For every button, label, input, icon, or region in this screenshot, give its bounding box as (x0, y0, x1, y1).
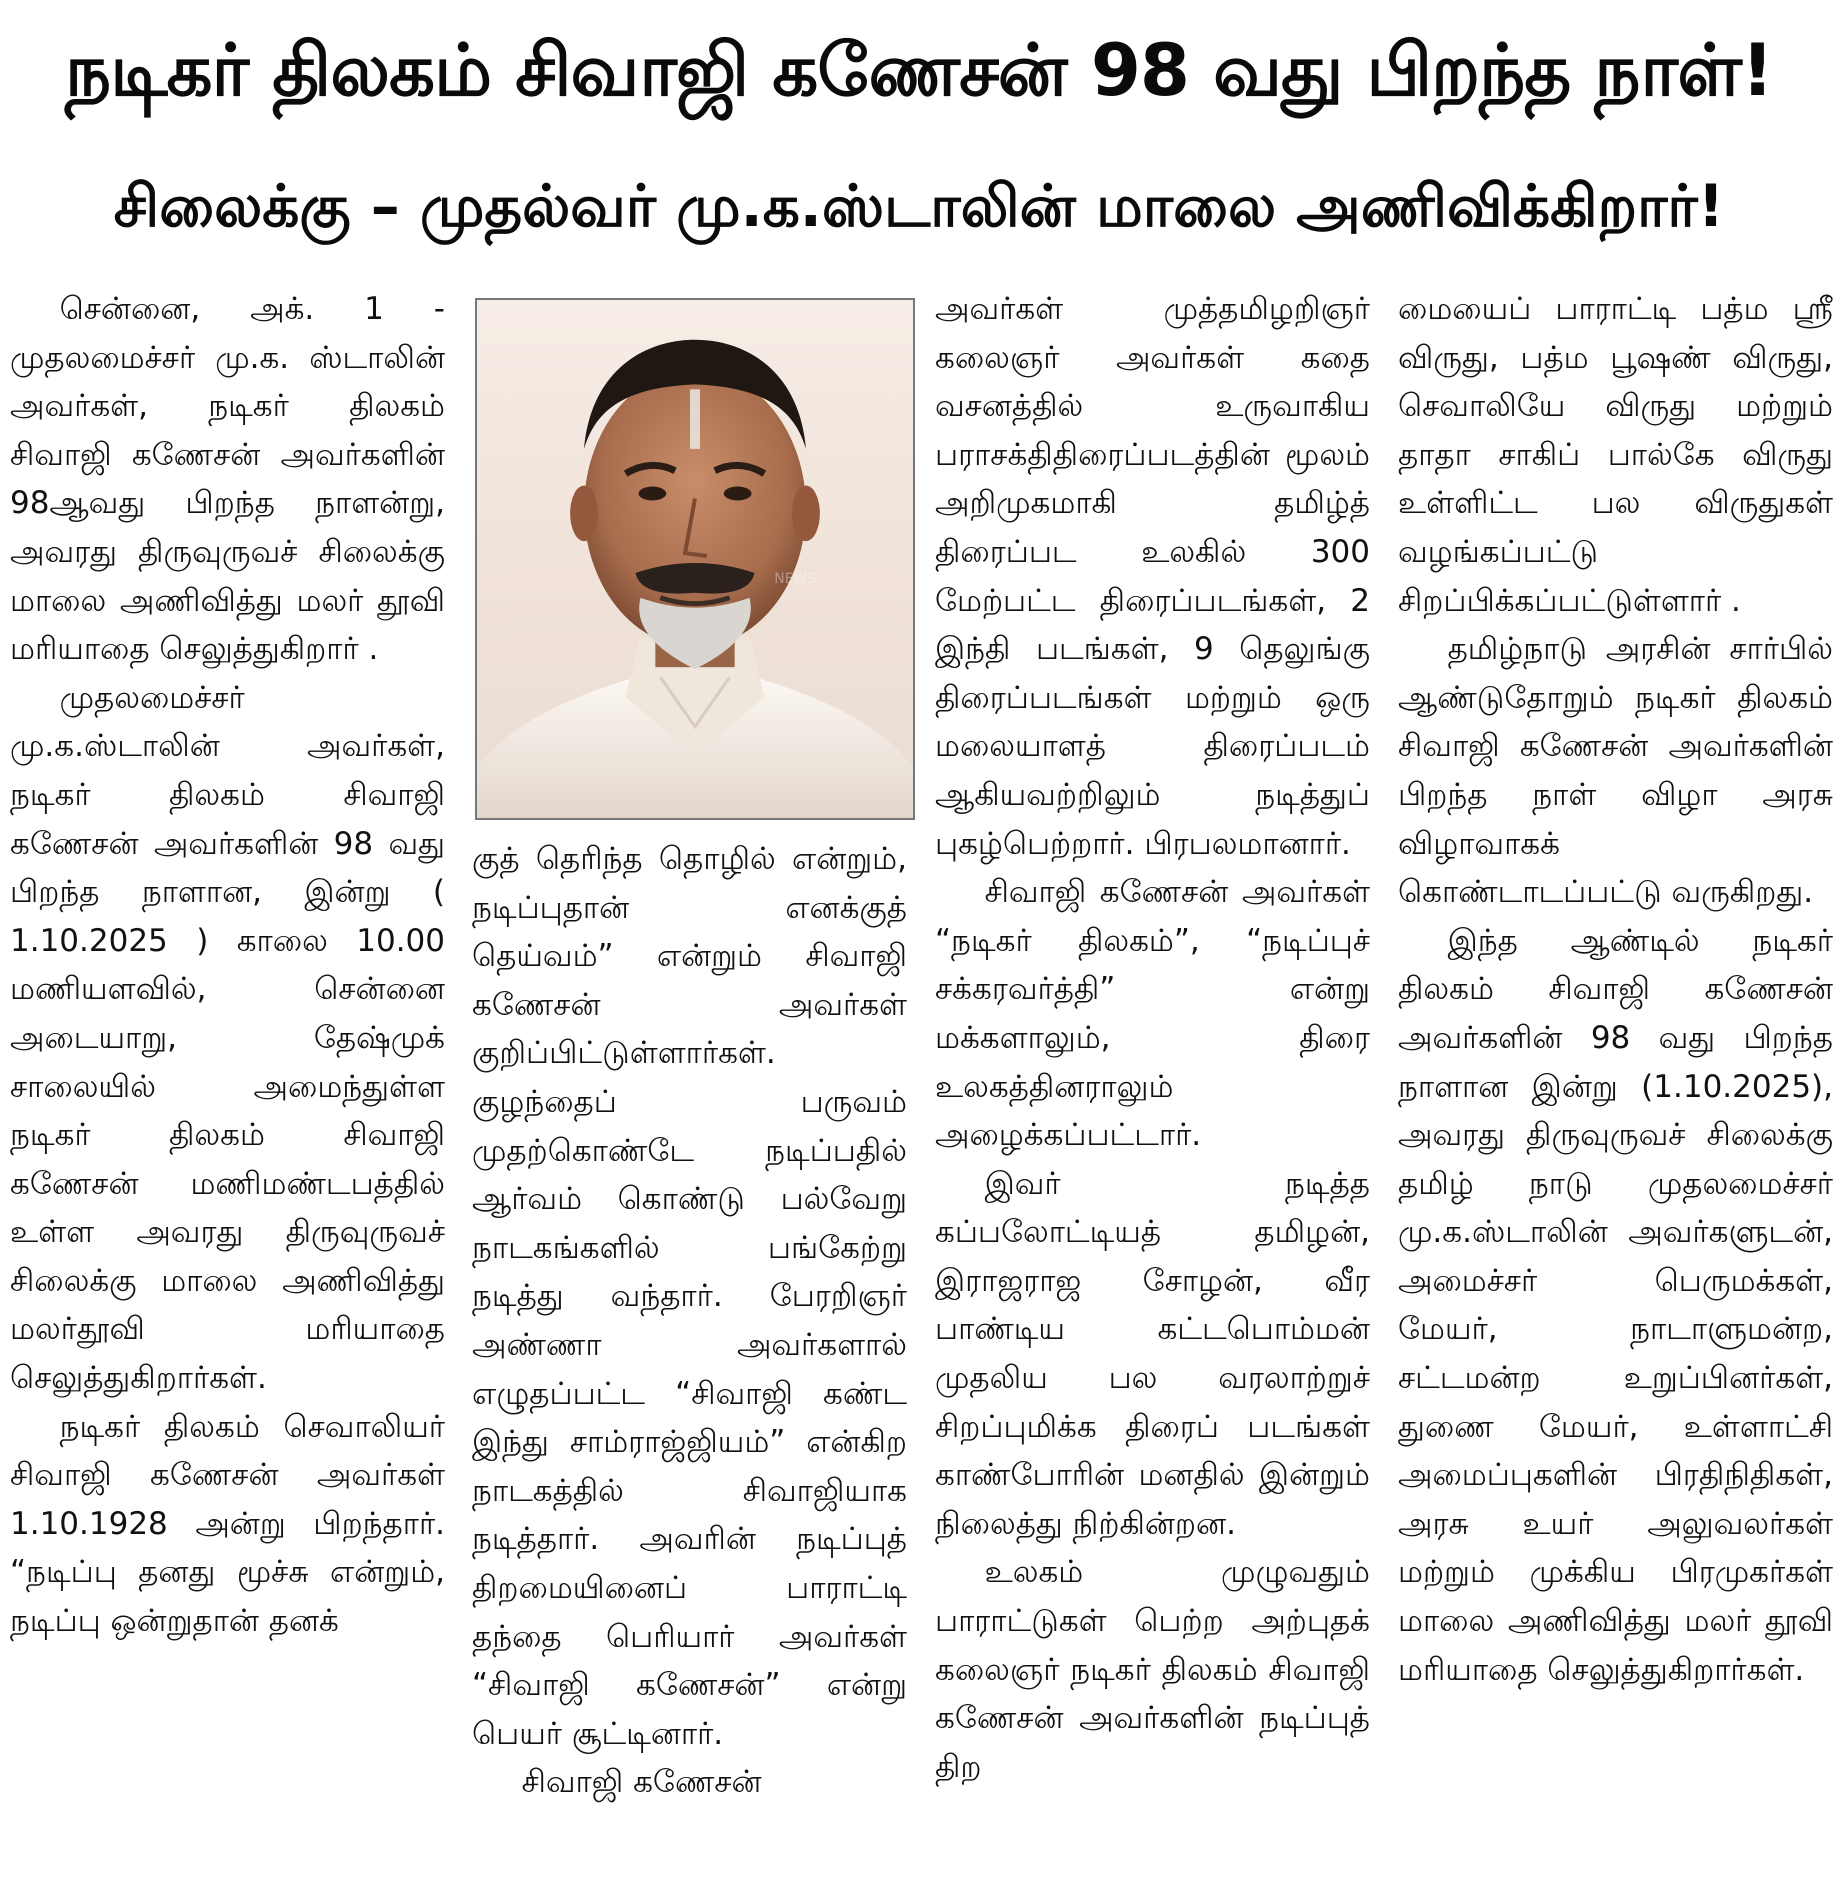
article-paragraph: குத் தெரிந்த தொழில் என்றும், நடிப்புதான் எனக்குத் தெய்வம்” என்றும் சிவாஜி கணேசன் அவர்கள் குறிப்பிட்டுள்ளார்கள். குழந்தைப் பருவம் முதற்கொண்டே நடிப்பதில் ஆர்வம் கொண்டு பல்வேறு நாடகங்களில் பங்கேற்று நடித்து வந்தார். பேரறிஞர் அண்ணா அவர்களால் எழுதப்பட்ட “சிவாஜி கண்ட இந்து சாம்ராஜ்ஜியம்” என்கிற நாடகத்தில் சிவாஜியாக நடித்தார். அவரின் நடிப்புத் திறமையினைப் பாராட்டி தந்தை பெரியார் அவர்கள் “சிவாஜி கணேசன்” என்று பெயர் சூட்டினார். (472, 841, 907, 1752)
article-paragraph: சென்னை, அக். 1 - முதலமைச்சர் மு.க. ஸ்டாலின் அவர்கள், நடிகர் திலகம் சிவாஜி கணேசன் அவர்களின் 98ஆவது பிறந்த நாளன்று, அவரது திருவுருவச் சிலைக்கு மாலை அணிவித்து மலர் தூவி மரியாதை செலுத்துகிறார் . (10, 291, 445, 668)
article-paragraph: இந்த ஆண்டில் நடிகர் திலகம் சிவாஜி கணேசன் அவர்களின் 98 வது பிறந்த நாளான இன்று (1.10.2025), அவரது திருவுருவச் சிலைக்கு தமிழ் நாடு முதலமைச்சர் மு.க.ஸ்டாலின் அவர்களுடன், அமைச்சர் பெருமக்கள், மேயர், நாடாளுமன்ற, சட்டமன்ற உறுப்பினர்கள், துணை மேயர், உள்ளாட்சி அமைப்புகளின் பிரதிநிதிகள், அரசு உயர் அலுவலர்கள் மற்றும் முக்கிய பிரமுகர்கள் மாலை அணிவித்து மலர் தூவி மரியாதை செலுத்துகிறார்கள். (1398, 922, 1833, 1688)
portrait-photo (475, 298, 915, 820)
article-paragraph: இவர் நடித்த கப்பலோட்டியத் தமிழன், இராஜராஜ சோழன், வீர பாண்டிய கட்டபொம்மன் முதலிய பல வரலாற்றுச் சிறப்புமிக்க திரைப் படங்கள் காண்போரின் மனதில் இன்றும் நிலைத்து நிற்கின்றன. (935, 1165, 1370, 1542)
photo-watermark: NEWS (774, 570, 816, 587)
headline: நடிகர் திலகம் சிவாஜி கணேசன் 98 வது பிறந்த நாள்! (65, 28, 1773, 112)
article-column-4 (1398, 285, 1833, 1880)
article-paragraph: உலகம் முழுவதும் பாராட்டுகள் பெற்ற அற்புதக் கலைஞர் நடிகர் திலகம் சிவாஜி கணேசன் அவர்களின் நடிப்புத் திற (935, 1554, 1370, 1785)
article-column-1 (10, 285, 445, 1880)
article-paragraph: அவர்கள் முத்தமிழறிஞர் கலைஞர் அவர்கள் கதை வசனத்தில் உருவாகிய பராசக்திதிரைப்படத்தின் மூலம் அறிமுகமாகி தமிழ்த் திரைப்பட உலகில் 300 மேற்பட்ட திரைப்படங்கள், 2 இந்தி படங்கள், 9 தெலுங்கு திரைப்படங்கள் மற்றும் ஒரு மலையாளத் திரைப்படம் ஆகியவற்றிலும் நடித்துப் புகழ்பெற்றார். பிரபலமானார். (935, 291, 1370, 862)
article-paragraph: சிவாஜி கணேசன் (521, 1764, 762, 1801)
article-column-2 (472, 835, 907, 1880)
portrait-photo-illustration (477, 300, 913, 818)
article-paragraph: தமிழ்நாடு அரசின் சார்பில் ஆண்டுதோறும் நடிகர் திலகம் சிவாஜி கணேசன் அவர்களின் பிறந்த நாள் விழா அரசு விழாவாகக் கொண்டாடப்பட்டு வருகிறது. (1398, 631, 1833, 911)
article-column-3 (935, 285, 1370, 1880)
article-paragraph: மையைப் பாராட்டி பத்ம ஸ்ரீ விருது, பத்ம பூஷண் விருது, செவாலியே விருது மற்றும் தாதா சாகிப் பால்கே விருது உள்ளிட்ட பல விருதுகள் வழங்கப்பட்டு சிறப்பிக்கப்பட்டுள்ளார் . (1398, 291, 1833, 619)
article-paragraph: சிவாஜி கணேசன் அவர்கள் “நடிகர் திலகம்”, “நடிப்புச் சக்கரவர்த்தி” என்று மக்களாலும், திரை உலகத்தினராலும் அழைக்கப்பட்டார். (935, 874, 1370, 1154)
subheadline: சிலைக்கு – முதல்வர் மு.க.ஸ்டாலின் மாலை அணிவிக்கிறார்! (113, 172, 1725, 240)
article-paragraph: நடிகர் திலகம் செவாலியர் சிவாஜி கணேசன் அவர்கள் 1.10.1928 அன்று பிறந்தார். “நடிப்பு தனது மூச்சு என்றும், நடிப்பு ஒன்றுதான் தனக் (10, 1408, 445, 1640)
article-paragraph: முதலமைச்சர் மு.க.ஸ்டாலின் அவர்கள், நடிகர் திலகம் சிவாஜி கணேசன் அவர்களின் 98 வது பிறந்த நாளான, இன்று ( 1.10.2025 ) காலை 10.00 மணியளவில், சென்னை அடையாறு, தேஷ்முக் சாலையில் அமைந்துள்ள நடிகர் திலகம் சிவாஜி கணேசன் மணிமண்டபத்தில் உள்ள அவரது திருவுருவச் சிலைக்கு மாலை அணிவித்து மலர்தூவி மரியாதை செலுத்துகிறார்கள். (10, 679, 445, 1397)
